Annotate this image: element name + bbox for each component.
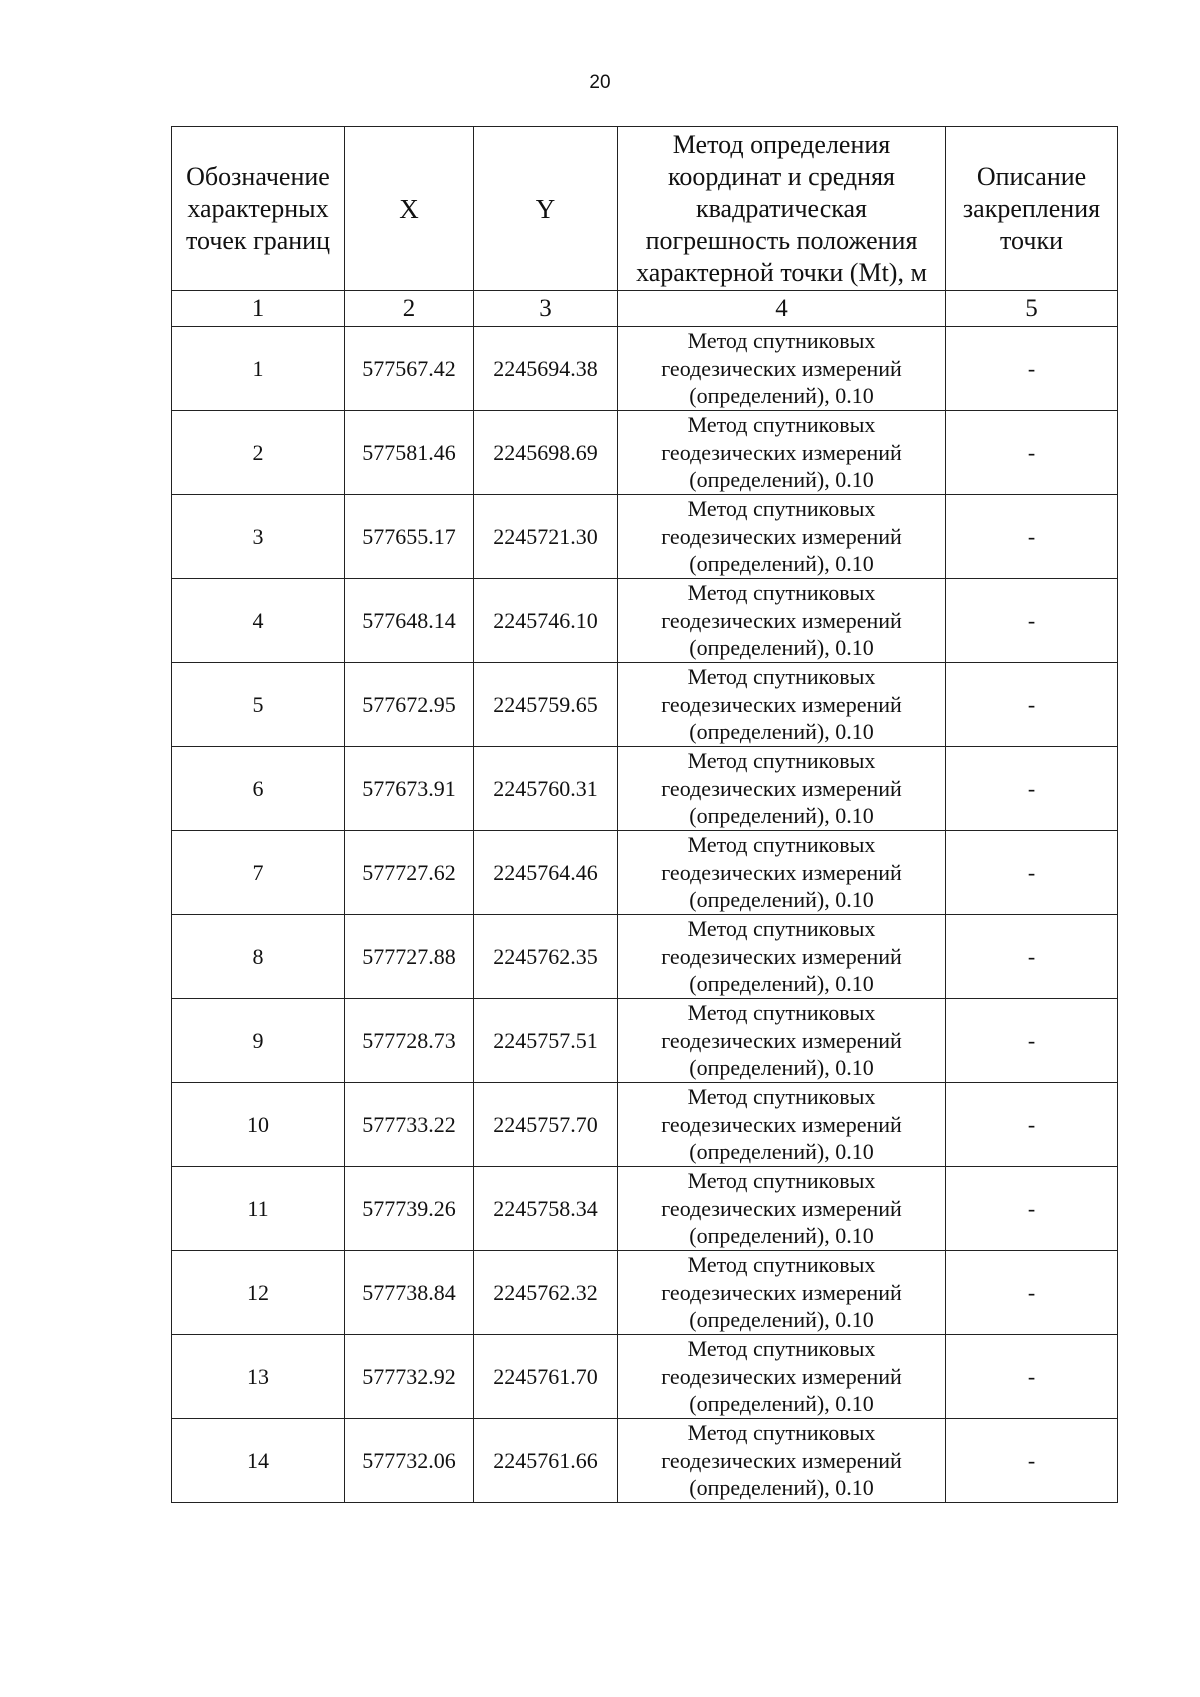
table-row bbox=[172, 999, 1118, 1083]
table-row bbox=[172, 1083, 1118, 1167]
y-coordinate-cell: 2245746.10 bbox=[474, 579, 618, 663]
description-cell: - bbox=[946, 1419, 1118, 1503]
method-text-line: геодезических измерений bbox=[661, 943, 902, 969]
point-designation-cell: 12 bbox=[172, 1251, 345, 1335]
x-coordinate-cell: 577728.73 bbox=[345, 999, 474, 1083]
method-cell bbox=[618, 495, 946, 579]
description-cell: - bbox=[946, 327, 1118, 411]
method-text-line: Метод спутниковых bbox=[687, 1420, 876, 1446]
y-coordinate-cell: 2245761.66 bbox=[474, 1419, 618, 1503]
x-coordinate-cell: 577648.14 bbox=[345, 579, 474, 663]
method-text-line: (определений), 0.10 bbox=[689, 971, 874, 997]
y-coordinate-cell: 2245721.30 bbox=[474, 495, 618, 579]
method-text-line: (определений), 0.10 bbox=[689, 887, 874, 913]
method-text-line: (определений), 0.10 bbox=[689, 1223, 874, 1249]
table-row bbox=[172, 495, 1118, 579]
method-text-line: Метод спутниковых bbox=[687, 1168, 876, 1194]
point-designation-cell: 3 bbox=[172, 495, 345, 579]
method-text-line: (определений), 0.10 bbox=[689, 1475, 874, 1501]
x-coordinate-cell: 577738.84 bbox=[345, 1251, 474, 1335]
table-row bbox=[172, 579, 1118, 663]
x-coordinate-cell: 577732.92 bbox=[345, 1335, 474, 1419]
y-coordinate-cell: 2245764.46 bbox=[474, 831, 618, 915]
boundary-points-table bbox=[171, 126, 1118, 1503]
method-text-line: Метод спутниковых bbox=[687, 1336, 876, 1362]
y-coordinate-cell: 2245757.70 bbox=[474, 1083, 618, 1167]
table-row bbox=[172, 411, 1118, 495]
description-cell: - bbox=[946, 411, 1118, 495]
point-designation-cell: 6 bbox=[172, 747, 345, 831]
y-coordinate-cell: 2245758.34 bbox=[474, 1167, 618, 1251]
description-cell: - bbox=[946, 1251, 1118, 1335]
description-cell: - bbox=[946, 831, 1118, 915]
method-text-line: геодезических измерений bbox=[661, 1447, 902, 1473]
method-text-line: (определений), 0.10 bbox=[689, 467, 874, 493]
point-designation-cell: 2 bbox=[172, 411, 345, 495]
method-text-line: (определений), 0.10 bbox=[689, 1055, 874, 1081]
method-cell bbox=[618, 1083, 946, 1167]
y-coordinate-cell: 2245760.31 bbox=[474, 747, 618, 831]
method-text-line: Метод спутниковых bbox=[687, 1000, 876, 1026]
description-cell: - bbox=[946, 579, 1118, 663]
y-coordinate-cell: 2245762.32 bbox=[474, 1251, 618, 1335]
point-designation-cell: 7 bbox=[172, 831, 345, 915]
column-number: 2 bbox=[345, 291, 474, 327]
method-cell bbox=[618, 663, 946, 747]
description-cell: - bbox=[946, 915, 1118, 999]
header-method: Метод определения координат и средняя квадратическая погрешность положения характерной точки (Mt), м bbox=[618, 127, 946, 291]
description-cell: - bbox=[946, 999, 1118, 1083]
method-text-line: Метод спутниковых bbox=[687, 1252, 876, 1278]
point-designation-cell: 4 bbox=[172, 579, 345, 663]
method-cell bbox=[618, 1167, 946, 1251]
point-designation-cell: 5 bbox=[172, 663, 345, 747]
y-coordinate-cell: 2245757.51 bbox=[474, 999, 618, 1083]
description-cell: - bbox=[946, 1167, 1118, 1251]
column-number: 5 bbox=[946, 291, 1118, 327]
point-designation-cell: 13 bbox=[172, 1335, 345, 1419]
table-row bbox=[172, 1167, 1118, 1251]
method-text-line: Метод спутниковых bbox=[687, 1084, 876, 1110]
method-text-line: (определений), 0.10 bbox=[689, 1139, 874, 1165]
header-description: Описание закрепления точки bbox=[946, 127, 1118, 291]
point-designation-cell: 10 bbox=[172, 1083, 345, 1167]
method-text-line: (определений), 0.10 bbox=[689, 551, 874, 577]
x-coordinate-cell: 577727.62 bbox=[345, 831, 474, 915]
y-coordinate-cell: 2245698.69 bbox=[474, 411, 618, 495]
header-point-designation: Обозначение характерных точек границ bbox=[172, 127, 345, 291]
header-x: X bbox=[345, 127, 474, 291]
column-number: 3 bbox=[474, 291, 618, 327]
x-coordinate-cell: 577672.95 bbox=[345, 663, 474, 747]
x-coordinate-cell: 577655.17 bbox=[345, 495, 474, 579]
table-row bbox=[172, 747, 1118, 831]
method-cell bbox=[618, 1335, 946, 1419]
column-number: 4 bbox=[618, 291, 946, 327]
x-coordinate-cell: 577581.46 bbox=[345, 411, 474, 495]
method-text-line: геодезических измерений bbox=[661, 1027, 902, 1053]
point-designation-cell: 8 bbox=[172, 915, 345, 999]
method-text-line: (определений), 0.10 bbox=[689, 383, 874, 409]
header-y: Y bbox=[474, 127, 618, 291]
method-text-line: геодезических измерений bbox=[661, 1195, 902, 1221]
description-cell: - bbox=[946, 1335, 1118, 1419]
x-coordinate-cell: 577739.26 bbox=[345, 1167, 474, 1251]
x-coordinate-cell: 577732.06 bbox=[345, 1419, 474, 1503]
method-text-line: Метод спутниковых bbox=[687, 328, 876, 354]
method-text-line: Метод спутниковых bbox=[687, 748, 876, 774]
table-row bbox=[172, 831, 1118, 915]
method-cell bbox=[618, 327, 946, 411]
x-coordinate-cell: 577727.88 bbox=[345, 915, 474, 999]
method-text-line: геодезических измерений bbox=[661, 775, 902, 801]
y-coordinate-cell: 2245761.70 bbox=[474, 1335, 618, 1419]
method-cell bbox=[618, 1251, 946, 1335]
method-cell bbox=[618, 831, 946, 915]
method-text-line: геодезических измерений bbox=[661, 859, 902, 885]
y-coordinate-cell: 2245759.65 bbox=[474, 663, 618, 747]
method-text-line: Метод спутниковых bbox=[687, 580, 876, 606]
point-designation-cell: 14 bbox=[172, 1419, 345, 1503]
method-text-line: (определений), 0.10 bbox=[689, 803, 874, 829]
table-row bbox=[172, 1419, 1118, 1503]
description-cell: - bbox=[946, 663, 1118, 747]
method-text-line: геодезических измерений bbox=[661, 1111, 902, 1137]
y-coordinate-cell: 2245762.35 bbox=[474, 915, 618, 999]
method-cell bbox=[618, 747, 946, 831]
description-cell: - bbox=[946, 1083, 1118, 1167]
method-text-line: (определений), 0.10 bbox=[689, 1307, 874, 1333]
point-designation-cell: 9 bbox=[172, 999, 345, 1083]
method-cell bbox=[618, 915, 946, 999]
table-row bbox=[172, 663, 1118, 747]
table-row bbox=[172, 1251, 1118, 1335]
method-text-line: геодезических измерений bbox=[661, 1279, 902, 1305]
table-header-row bbox=[172, 127, 1118, 291]
description-cell: - bbox=[946, 495, 1118, 579]
x-coordinate-cell: 577733.22 bbox=[345, 1083, 474, 1167]
column-number-row bbox=[172, 291, 1118, 327]
method-text-line: геодезических измерений bbox=[661, 1363, 902, 1389]
table-row bbox=[172, 327, 1118, 411]
method-cell bbox=[618, 1419, 946, 1503]
method-cell bbox=[618, 411, 946, 495]
method-text-line: геодезических измерений bbox=[661, 439, 902, 465]
page-number: 20 bbox=[589, 72, 611, 93]
table-row bbox=[172, 1335, 1118, 1419]
point-designation-cell: 1 bbox=[172, 327, 345, 411]
table-row bbox=[172, 915, 1118, 999]
column-number: 1 bbox=[172, 291, 345, 327]
method-text-line: геодезических измерений bbox=[661, 523, 902, 549]
y-coordinate-cell: 2245694.38 bbox=[474, 327, 618, 411]
method-text-line: Метод спутниковых bbox=[687, 664, 876, 690]
method-text-line: (определений), 0.10 bbox=[689, 635, 874, 661]
x-coordinate-cell: 577567.42 bbox=[345, 327, 474, 411]
method-text-line: Метод спутниковых bbox=[687, 412, 876, 438]
method-text-line: геодезических измерений bbox=[661, 607, 902, 633]
description-cell: - bbox=[946, 747, 1118, 831]
x-coordinate-cell: 577673.91 bbox=[345, 747, 474, 831]
method-text-line: Метод спутниковых bbox=[687, 496, 876, 522]
method-text-line: геодезических измерений bbox=[661, 355, 902, 381]
method-text-line: Метод спутниковых bbox=[687, 916, 876, 942]
method-cell bbox=[618, 579, 946, 663]
method-text-line: (определений), 0.10 bbox=[689, 719, 874, 745]
method-text-line: геодезических измерений bbox=[661, 691, 902, 717]
method-text-line: (определений), 0.10 bbox=[689, 1391, 874, 1417]
point-designation-cell: 11 bbox=[172, 1167, 345, 1251]
method-text-line: Метод спутниковых bbox=[687, 832, 876, 858]
table-body bbox=[172, 327, 1118, 1503]
method-cell bbox=[618, 999, 946, 1083]
